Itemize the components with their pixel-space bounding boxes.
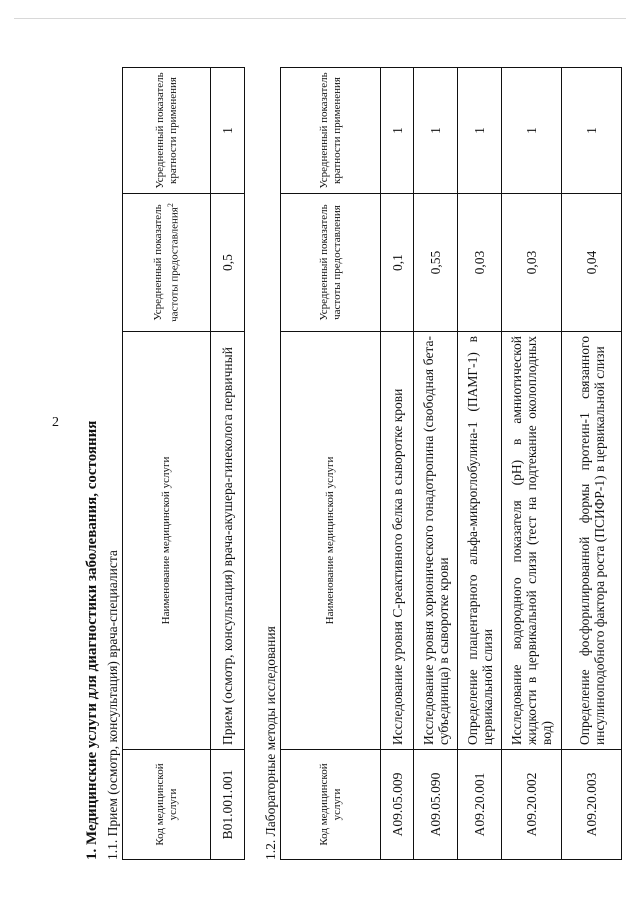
row-multiplicity: 1 — [562, 68, 622, 194]
row-multiplicity: 1 — [502, 68, 562, 194]
subsection-1-2-title: 1.2. Лабораторные методы исследования — [263, 626, 278, 860]
row-multiplicity: 1 — [211, 68, 245, 194]
scan-edge-line — [14, 18, 626, 19]
row-code: А09.20.001 — [458, 750, 502, 860]
row-multiplicity: 1 — [458, 68, 502, 194]
row-multiplicity: 1 — [381, 68, 414, 194]
table-row — [562, 68, 622, 860]
row-frequency: 0,5 — [211, 194, 245, 332]
row-name: Исследование водородного показателя (pH) в амниотической жидкости в цервикальной слизи (тест на подтекание околоплодных вод) — [502, 332, 562, 750]
table-row — [502, 68, 562, 860]
row-code: А09.20.003 — [562, 750, 622, 860]
header-code: Код медицинской услуги — [123, 750, 211, 860]
page-number: 2 — [52, 415, 59, 430]
table-row — [381, 68, 414, 860]
table-row — [414, 68, 458, 860]
row-name: Определение фосфорилированной формы протеин-1 связанного инсулиноподобного фактора роста (ПСИФР-1) в цервикальной слизи — [562, 332, 622, 750]
row-frequency: 0,03 — [502, 194, 562, 332]
lab-methods-table — [280, 67, 622, 860]
row-frequency: 0,1 — [381, 194, 414, 332]
header-frequency: Усредненный показатель частоты предоставления$^2$ — [123, 194, 211, 332]
row-name: Исследование уровня С-реактивного белка в сыворотке крови — [381, 332, 414, 750]
row-name: Определение плацентарного альфа-микроглобулина-1 (ПАМГ-1) в цервикальной слизи — [458, 332, 502, 750]
row-code: А09.05.009 — [381, 750, 414, 860]
header-multiplicity: Усредненный показатель кратности применения — [281, 68, 381, 194]
table-row — [458, 68, 502, 860]
table-header-row — [123, 68, 211, 860]
row-code: А09.20.002 — [502, 750, 562, 860]
subsection-1-1-title: 1.1. Прием (осмотр, консультация) врача-специалиста — [105, 550, 120, 860]
header-code: Код медицинской услуги — [281, 750, 381, 860]
row-name: Исследование уровня хорионического гонадотропина (свободная бета-субъединица) в сыворотке крови — [414, 332, 458, 750]
header-multiplicity: Усредненный показатель кратности применения — [123, 68, 211, 194]
header-name: Наименование медицинской услуги — [123, 332, 211, 750]
table-row — [211, 68, 245, 860]
header-name: Наименование медицинской услуги — [281, 332, 381, 750]
row-code: А09.05.090 — [414, 750, 458, 860]
section-heading: 1. Медицинские услуги для диагностики заболевания, состояния — [84, 420, 100, 860]
row-frequency: 0,04 — [562, 194, 622, 332]
header-frequency: Усредненный показатель частоты предоставления — [281, 194, 381, 332]
row-multiplicity: 1 — [414, 68, 458, 194]
row-code: В01.001.001 — [211, 750, 245, 860]
rotated-page-content — [84, 40, 624, 860]
row-frequency: 0,55 — [414, 194, 458, 332]
table-header-row — [281, 68, 381, 860]
consultation-table — [122, 67, 245, 860]
row-name: Прием (осмотр, консультация) врача-акушера-гинеколога первичный — [211, 332, 245, 750]
row-frequency: 0,03 — [458, 194, 502, 332]
